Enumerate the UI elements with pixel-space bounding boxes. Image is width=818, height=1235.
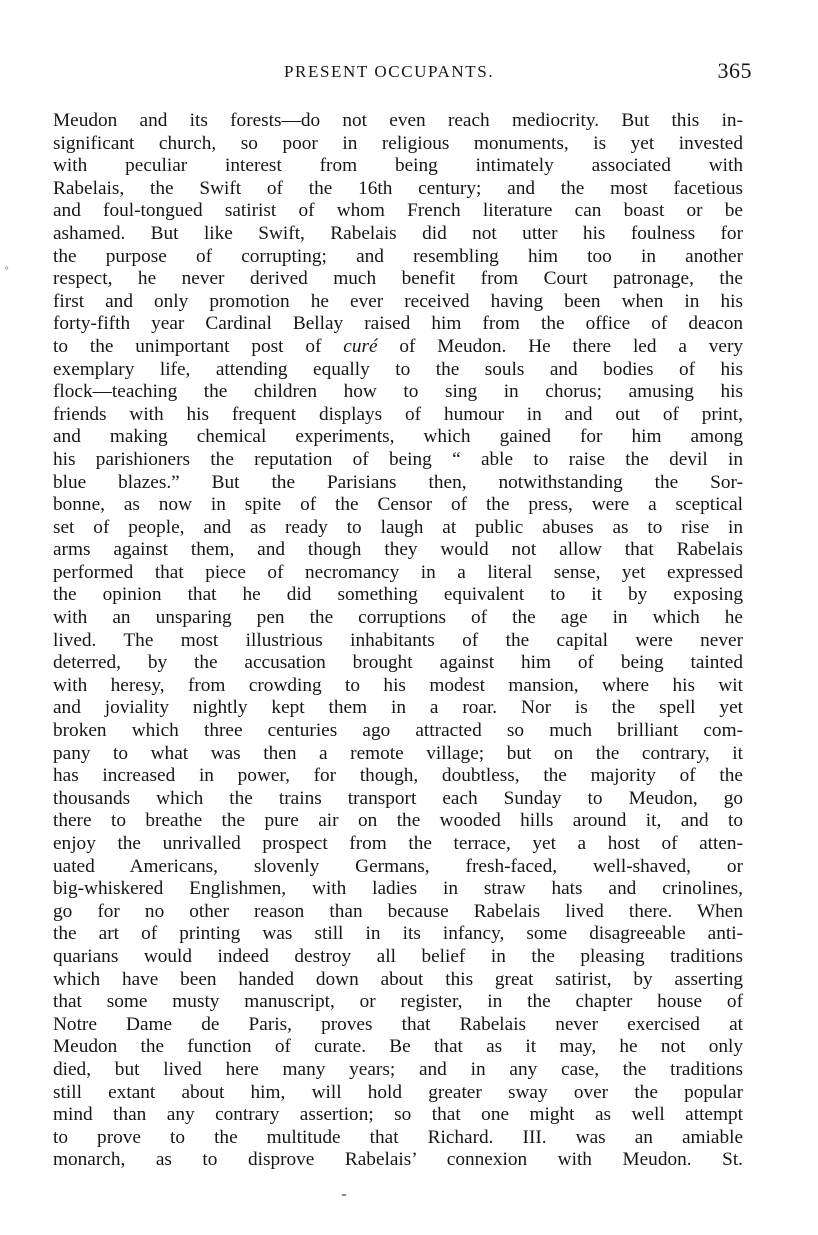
text-line: to the unimportant post of curé of Meudon. He there led a very bbox=[53, 335, 744, 357]
text-line: uated Americans, slovenly Germans, fresh-faced, well-shaved, or bbox=[53, 855, 743, 877]
text-line: with an unsparing pen the corruptions of the age in which he bbox=[53, 607, 743, 629]
text-line: which have been handed down about this great satirist, by asserting bbox=[53, 968, 743, 990]
text-line: Notre Dame de Paris, proves that Rabelais never exercised at bbox=[53, 1013, 743, 1035]
text-line: with peculiar interest from being intimately associated with bbox=[53, 155, 743, 177]
text-line: forty-fifth year Cardinal Bellay raised him from the office of deacon bbox=[53, 313, 743, 335]
text-line: broken which three centuries ago attracted so much brilliant com- bbox=[53, 720, 743, 742]
page-number: 365 bbox=[717, 58, 752, 83]
text-line: go for no other reason than because Rabelais lived there. When bbox=[53, 900, 743, 922]
text-line: his parishioners the reputation of being “ able to raise the devil in bbox=[53, 448, 743, 470]
text-line: monarch, as to disprove Rabelais’ connexion with Meudon. St. bbox=[53, 1149, 743, 1171]
text-line: the art of printing was still in its infancy, some disagreeable anti- bbox=[53, 923, 743, 945]
text-line: there to breathe the pure air on the wooded hills around it, and to bbox=[53, 810, 743, 832]
text-line: enjoy the unrivalled prospect from the terrace, yet a host of atten- bbox=[53, 833, 743, 854]
printer-mark bbox=[342, 1194, 346, 1196]
text-line: and joviality nightly kept them in a roar. Nor is the spell yet bbox=[53, 697, 743, 719]
text-line: pany to what was then a remote village; but on the contrary, it bbox=[53, 742, 743, 764]
text-line: to prove to the multitude that Richard. III. was an amiable bbox=[53, 1126, 743, 1148]
running-head bbox=[52, 58, 752, 88]
text-line: Meudon the function of curate. Be that as it may, he not only bbox=[53, 1036, 743, 1058]
text-line: big-whiskered Englishmen, with ladies in straw hats and crinolines, bbox=[53, 878, 743, 900]
text-line: exemplary life, attending equally to the souls and bodies of his bbox=[53, 358, 743, 380]
text-line: with heresy, from crowding to his modest mansion, where his wit bbox=[53, 674, 743, 696]
margin-mark: ° bbox=[5, 265, 9, 275]
text-line: quarians would indeed destroy all belief in the pleasing traditions bbox=[53, 945, 743, 967]
text-line: lived. The most illustrious inhabitants of the capital were never bbox=[53, 629, 743, 651]
text-line: and making chemical experiments, which gained for him among bbox=[53, 426, 743, 448]
running-head-title: PRESENT OCCUPANTS. bbox=[284, 62, 495, 81]
text-line: flock—teaching the children how to sing in chorus; amusing his bbox=[53, 381, 743, 403]
text-line: and foul-tongued satirist of whom French literature can boast or be bbox=[53, 200, 743, 222]
text-line: deterred, by the accusation brought against him of being tainted bbox=[53, 652, 743, 674]
text-line: significant church, so poor in religious monuments, is yet invested bbox=[53, 132, 743, 154]
text-line: has increased in power, for though, doubtless, the majority of the bbox=[53, 765, 743, 787]
text-line: the purpose of corrupting; and resembling him too in another bbox=[53, 245, 743, 267]
text-line: died, but lived here many years; and in any case, the traditions bbox=[53, 1058, 743, 1080]
text-line: blue blazes.” But the Parisians then, notwithstanding the Sor- bbox=[53, 471, 743, 493]
text-line: still extant about him, will hold greater sway over the popular bbox=[53, 1081, 743, 1103]
text-line: the opinion that he did something equivalent to it by exposing bbox=[53, 584, 743, 606]
text-line: friends with his frequent displays of humour in and out of print, bbox=[53, 403, 743, 425]
text-line: first and only promotion he ever received having been when in his bbox=[53, 290, 743, 312]
text-line: Rabelais, the Swift of the 16th century; and the most facetious bbox=[53, 177, 743, 199]
text-line: set of people, and as ready to laugh at public abuses as to rise in bbox=[53, 516, 743, 538]
text-line: performed that piece of necromancy in a literal sense, yet expressed bbox=[53, 561, 743, 583]
text-line: mind than any contrary assertion; so that one might as well attempt bbox=[53, 1104, 743, 1126]
body-text bbox=[53, 110, 743, 1172]
text-line: that some musty manuscript, or register, in the chapter house of bbox=[53, 991, 743, 1013]
text-line: ashamed. But like Swift, Rabelais did not utter his foulness for bbox=[53, 222, 743, 244]
text-line: thousands which the trains transport each Sunday to Meudon, go bbox=[53, 787, 743, 809]
text-line: bonne, as now in spite of the Censor of the press, were a sceptical bbox=[53, 494, 743, 516]
text-line: arms against them, and though they would not allow that Rabelais bbox=[53, 539, 743, 561]
text-line: respect, he never derived much benefit from Court patronage, the bbox=[53, 268, 743, 290]
text-line: Meudon and its forests—do not even reach mediocrity. But this in- bbox=[53, 110, 743, 131]
